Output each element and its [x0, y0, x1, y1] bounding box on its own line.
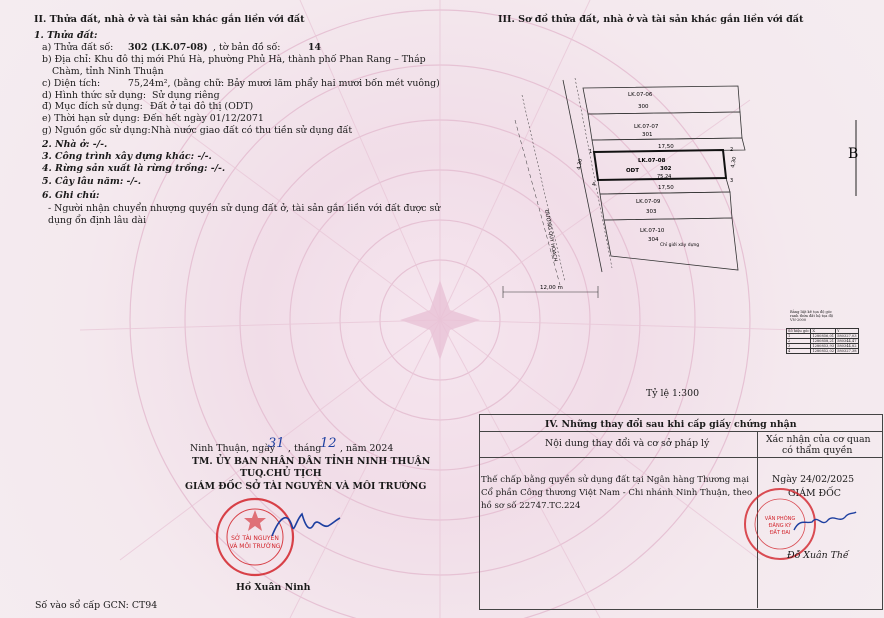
changes-col2-header-line2: có thẩm quyền	[782, 445, 853, 456]
note-line2: dụng ổn định lâu dài	[48, 215, 147, 226]
parcel-code-1: 300	[638, 104, 649, 110]
parcel-code-5: 304	[648, 237, 659, 243]
svg-text:ĐẤT ĐAI: ĐẤT ĐAI	[769, 530, 791, 536]
changes-divider-1	[479, 431, 882, 432]
note-line1: - Người nhận chuyển nhượng quyền sử dụng đất ở, tài sản gắn liền với đất được sử	[48, 203, 441, 214]
width-bottom: 17,50	[658, 185, 674, 191]
north-arrow-label: B	[848, 146, 859, 162]
address-line2: Chàm, tỉnh Ninh Thuận	[52, 66, 164, 77]
usage-purpose-label: đ) Mục đích sử dụng:	[42, 101, 143, 112]
parcel-code-2: 301	[642, 132, 653, 138]
usage-term-value: Đến hết ngày 01/12/2071	[143, 113, 264, 124]
road-name: ĐƯỜNG QUY HOẠCH	[543, 209, 559, 263]
land-type: ODT	[626, 168, 639, 174]
map-scale: Tỷ lệ 1:300	[646, 388, 700, 399]
svg-text:ĐĂNG KÝ: ĐĂNG KÝ	[768, 523, 792, 529]
confirm-signer: Đỗ Xuân Thế	[787, 550, 849, 561]
table-row: 1 1280856,01 580327,03	[788, 334, 857, 338]
sign-role2: GIÁM ĐỐC SỞ TÀI NGUYÊN VÀ MÔI TRƯỜNG	[185, 481, 427, 492]
build-limit: Chỉ giới xây dựng	[660, 243, 700, 248]
parcel-name-3: LK.07-08	[638, 158, 666, 164]
corner-1: 1	[589, 149, 593, 155]
svg-text:VÀ MÔI TRƯỜNG: VÀ MÔI TRƯỜNG	[229, 543, 281, 550]
changes-col2-header-line1: Xác nhận của cơ quan	[766, 434, 871, 445]
table-row: 2 1280858,21 580344,47	[788, 339, 857, 343]
usage-form-value: Sử dụng riêng	[152, 90, 220, 101]
change-content-line1: Thế chấp bằng quyền sử dụng đất tại Ngân hàng Thương mại	[481, 475, 750, 485]
notes-heading: 6. Ghi chú:	[42, 190, 100, 201]
side-right: 4,30	[730, 156, 738, 169]
area-label: c) Diện tích:	[42, 78, 101, 89]
section3-title: III. Sơ đồ thửa đất, nhà ở và tài sản khác gắn liền với đất	[498, 14, 804, 25]
date-month-label: , tháng	[288, 443, 322, 454]
corner-4: 4	[592, 182, 596, 188]
date-year: , năm 2024	[340, 443, 394, 454]
house-item: 2. Nhà ở: -/-.	[42, 139, 108, 150]
construction-item: 3. Công trình xây dựng khác: -/-.	[42, 151, 212, 162]
svg-text:SỞ TÀI NGUYÊN: SỞ TÀI NGUYÊN	[231, 535, 279, 542]
road-width: 12,00 m	[540, 285, 563, 291]
change-content-line3: hồ sơ số 22747.TC.224	[481, 501, 581, 511]
map-sheet-value: 14	[308, 42, 322, 53]
section2-title: II. Thửa đất, nhà ở và tài sản khác gắn liền với đất	[34, 14, 305, 25]
signer-name: Hồ Xuân Ninh	[236, 582, 311, 593]
usage-term-label: e) Thời hạn sử dụng:	[42, 113, 140, 124]
sign-role1: TUQ.CHỦ TỊCH	[240, 468, 322, 479]
changes-title: IV. Những thay đổi sau khi cấp giấy chứng nhận	[545, 419, 797, 430]
changes-col1-header: Nội dung thay đổi và cơ sở pháp lý	[545, 438, 710, 449]
corner-3: 3	[730, 178, 734, 184]
map-sheet-label: , tờ bản đồ số:	[213, 42, 281, 53]
parcel-name-1: LK.07-06	[628, 92, 653, 98]
area-value: 75,24m², (bằng chữ: Bảy mươi lăm phẩy hai mươi bốn mét vuông)	[128, 78, 440, 89]
coord-header-x: X	[811, 329, 836, 334]
table-row: 4 1280852,02 580327,38	[788, 349, 857, 353]
usage-origin-label: g) Nguồn gốc sử dụng:	[42, 125, 151, 136]
coord-header-y: Y	[836, 329, 858, 334]
confirm-date: Ngày 24/02/2025	[772, 474, 855, 485]
sign-org: TM. ỦY BAN NHÂN DÂN TỈNH NINH THUẬN	[192, 456, 431, 467]
trees-item: 5. Cây lâu năm: -/-.	[42, 176, 142, 187]
signature-right	[790, 504, 860, 540]
parcel-name-5: LK.07-10	[640, 228, 665, 234]
coord-title: Bảng liệt kê tọa độ góc ranh thửa đất hệ tọa độ VN-2000	[790, 310, 834, 322]
changes-divider-2	[479, 457, 882, 458]
date-day: 31	[268, 436, 285, 451]
parcel-number-label: a) Thửa đất số:	[42, 42, 114, 53]
date-prefix: Ninh Thuận, ngày	[190, 443, 276, 454]
land-heading: 1. Thửa đất:	[34, 30, 98, 41]
usage-origin-value: Nhà nước giao đất có thu tiền sử dụng đất	[151, 125, 353, 136]
parcel-code-4: 303	[646, 209, 657, 215]
usage-form-label: d) Hình thức sử dụng:	[42, 90, 147, 101]
forest-item: 4. Rừng sản xuất là rừng trồng: -/-.	[42, 163, 226, 174]
subject-area: 75,24	[657, 174, 672, 180]
change-content-line2: Cổ phần Công thương Việt Nam - Chi nhánh Ninh Thuận, theo	[481, 488, 753, 498]
parcel-name-2: LK.07-07	[634, 124, 659, 130]
table-row: 3 1280853,93 580344,82	[788, 344, 857, 348]
parcel-code-3: 302	[660, 166, 672, 172]
registry-number: Số vào sổ cấp GCN: CT94	[35, 600, 158, 611]
width-top: 17,50	[658, 144, 674, 150]
parcel-name-4: LK.07-09	[636, 199, 661, 205]
date-month: 12	[320, 436, 337, 451]
confirm-role: GIÁM ĐỐC	[788, 488, 841, 499]
usage-purpose-value: Đất ở tại đô thị (ODT)	[150, 101, 254, 112]
coord-header-corner: Số hiệu góc	[788, 329, 810, 333]
address-line1: b) Địa chỉ: Khu đô thị mới Phú Hà, phường Phủ Hà, thành phố Phan Rang – Tháp	[42, 54, 426, 65]
side-left: 4,30	[576, 158, 584, 171]
corner-2: 2	[730, 147, 734, 153]
parcel-number-value: 302 (LK.07-08)	[128, 42, 208, 53]
svg-text:VĂN PHÒNG: VĂN PHÒNG	[764, 516, 796, 522]
coord-table	[786, 328, 859, 354]
